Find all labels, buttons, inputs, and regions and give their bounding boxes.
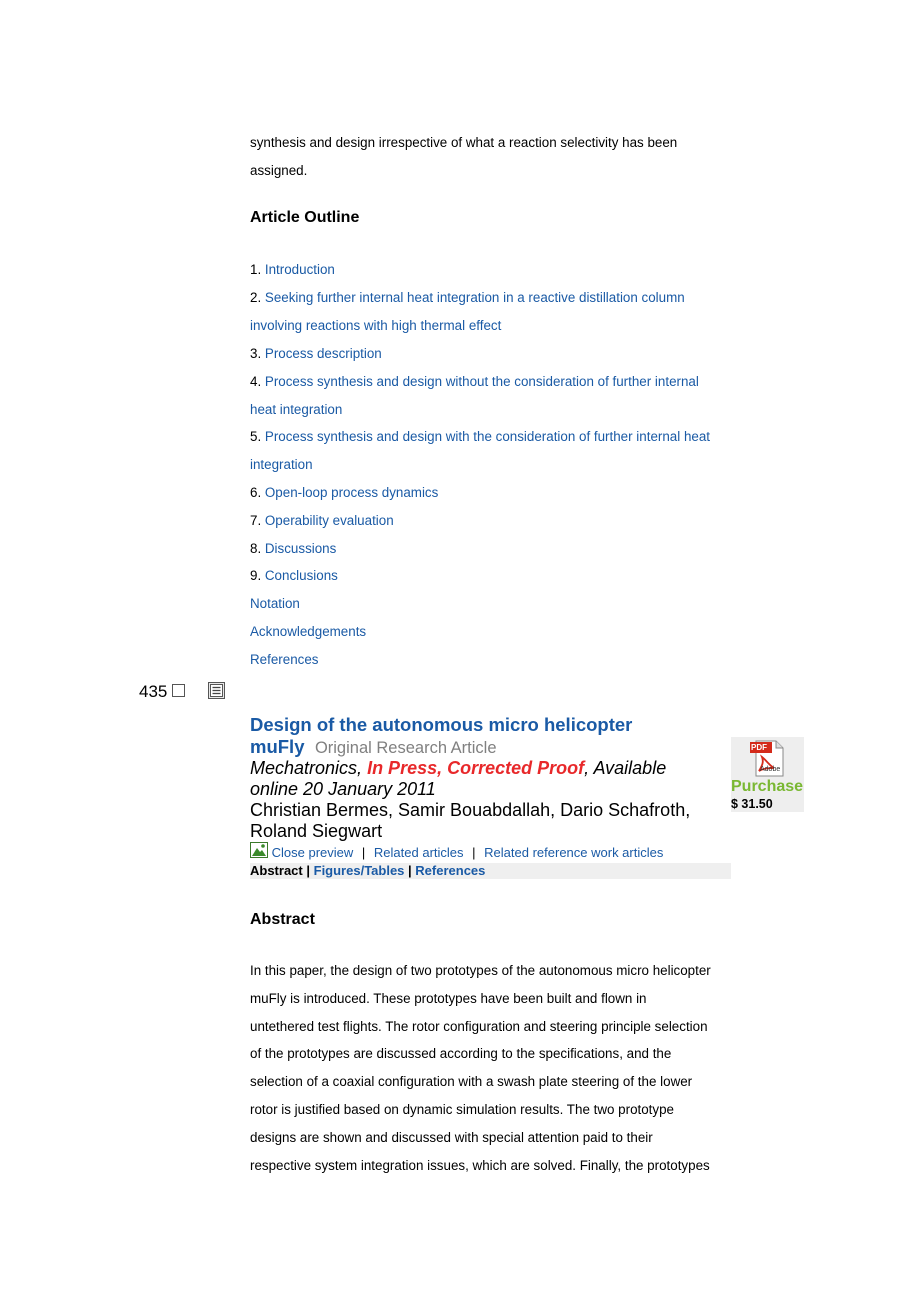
result-number: 435 — [139, 682, 168, 701]
article-title-line2 — [250, 736, 497, 760]
outline-item-4[interactable] — [250, 373, 699, 391]
outline-link[interactable]: involving reactions with high thermal effect — [250, 318, 502, 333]
journal-line: Mechatronics, In Press, Corrected Proof, Available — [250, 758, 667, 778]
outline-item-2-cont[interactable] — [250, 317, 501, 335]
article-title-link[interactable]: muFly — [250, 736, 305, 757]
abstract-line: muFly is introduced. These prototypes have been built and flown in — [250, 991, 647, 1006]
outline-link[interactable]: Conclusions — [264, 568, 338, 583]
purchase-box[interactable] — [731, 737, 804, 812]
abstract-line: untethered test flights. The rotor configuration and steering principle selection — [250, 1019, 708, 1034]
purchase-label[interactable]: Purchase — [731, 778, 804, 795]
abstract-line: selection of a coaxial configuration with a swash plate steering of the lower — [250, 1074, 693, 1089]
outline-item-8[interactable] — [250, 540, 336, 558]
outline-item-5[interactable] — [250, 428, 710, 446]
outline-link[interactable]: Introduction — [264, 262, 335, 277]
availability: Available — [593, 758, 667, 778]
outline-link[interactable]: Open-loop process dynamics — [264, 485, 439, 500]
outline-item-2[interactable] — [250, 289, 685, 307]
abstract-line: respective system integration issues, which are solved. Finally, the prototypes — [250, 1158, 710, 1173]
outline-link[interactable]: References — [250, 652, 319, 667]
authors-line-1: Christian Bermes, Samir Bouabdallah, Dario Schafroth, — [250, 800, 691, 820]
tab-abstract[interactable]: Abstract — [250, 863, 303, 878]
intro-line-2: assigned. — [250, 163, 308, 178]
purchase-price: $ 31.50 — [731, 797, 773, 811]
select-checkbox[interactable] — [172, 684, 185, 697]
outline-num: 2. — [250, 290, 265, 305]
outline-item-3[interactable] — [250, 345, 382, 363]
close-preview-link[interactable]: Close preview — [271, 845, 354, 860]
outline-link[interactable]: Seeking further internal heat integration in a reactive distillation column — [264, 290, 685, 305]
outline-link[interactable]: Process synthesis and design without the consideration of further internal — [264, 374, 699, 389]
availability-date: online 20 January 2011 — [250, 779, 436, 799]
adobe-label: Adobe — [760, 766, 781, 773]
outline-link[interactable]: integration — [250, 457, 313, 472]
preview-tabs: Abstract | Figures/Tables | References — [250, 863, 731, 879]
outline-link[interactable]: Process synthesis and design with the consideration of further internal heat — [264, 429, 711, 444]
outline-item-references[interactable] — [250, 651, 318, 669]
pdf-label: PDF — [751, 743, 767, 752]
preview-actions: Close preview | Related articles | Related reference work articles — [250, 842, 663, 863]
abstract-line: of the prototypes are discussed according to the specifications, and the — [250, 1046, 672, 1061]
outline-num: 5. — [250, 429, 265, 444]
outline-link[interactable]: Notation — [250, 596, 300, 611]
tab-figures-tables[interactable]: Figures/Tables — [313, 863, 405, 878]
abstract-line: designs are shown and discussed with special attention paid to their — [250, 1130, 653, 1145]
pdf-icon — [748, 738, 788, 778]
outline-item-7[interactable] — [250, 512, 394, 530]
related-reference-link[interactable]: Related reference work articles — [484, 845, 664, 860]
document-lines-icon — [208, 682, 225, 699]
outline-item-6[interactable] — [250, 484, 438, 502]
abstract-line: rotor is justified based on dynamic simulation results. The two prototype — [250, 1102, 674, 1117]
article-type: Original Research Article — [314, 739, 497, 757]
outline-num: 6. — [250, 485, 265, 500]
outline-num: 4. — [250, 374, 265, 389]
outline-num: 7. — [250, 513, 265, 528]
abstract-heading: Abstract — [250, 911, 315, 928]
outline-num: 9. — [250, 568, 265, 583]
outline-item-9[interactable] — [250, 567, 338, 585]
outline-num: 3. — [250, 346, 265, 361]
outline-num: 8. — [250, 541, 265, 556]
outline-heading: Article Outline — [250, 209, 360, 226]
outline-item-4-cont[interactable] — [250, 401, 342, 419]
authors-line-2: Roland Siegwart — [250, 821, 383, 841]
outline-link[interactable]: heat integration — [250, 402, 343, 417]
outline-item-1[interactable] — [250, 261, 335, 279]
outline-item-5-cont[interactable] — [250, 456, 313, 474]
article-title-link[interactable]: Design of the autonomous micro helicopter — [250, 714, 633, 735]
tab-references[interactable]: References — [415, 863, 486, 878]
outline-link[interactable]: Process description — [264, 346, 382, 361]
article-status: In Press, Corrected Proof — [367, 758, 585, 778]
preview-image-icon[interactable] — [250, 842, 268, 858]
outline-item-notation[interactable] — [250, 595, 300, 613]
outline-link[interactable]: Discussions — [264, 541, 337, 556]
related-articles-link[interactable]: Related articles — [373, 845, 464, 860]
abstract-view-icon[interactable] — [208, 682, 225, 699]
outline-link[interactable]: Operability evaluation — [264, 513, 394, 528]
journal-name: Mechatronics — [250, 758, 358, 778]
outline-link[interactable]: Acknowledgements — [250, 624, 367, 639]
outline-item-acknowledgements[interactable] — [250, 623, 366, 641]
outline-num: 1. — [250, 262, 265, 277]
abstract-line: In this paper, the design of two prototypes of the autonomous micro helicopter — [250, 963, 711, 978]
intro-line-1: synthesis and design irrespective of what a reaction selectivity has been — [250, 135, 678, 150]
